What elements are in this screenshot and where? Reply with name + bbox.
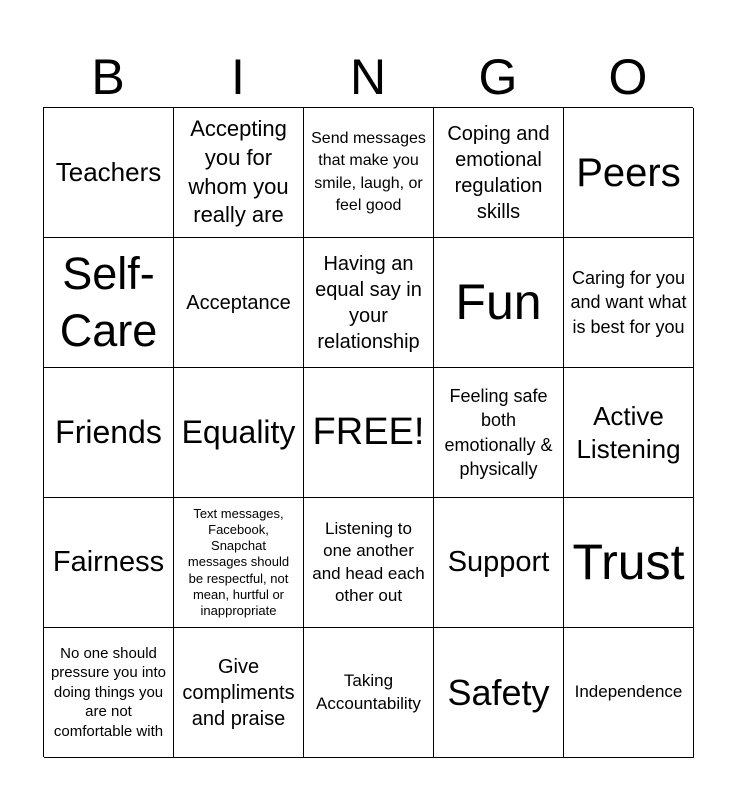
bingo-cell free-space[interactable] bbox=[304, 368, 434, 498]
header-letter-n: N bbox=[349, 49, 387, 105]
bingo-cell[interactable] bbox=[44, 238, 174, 368]
bingo-cell[interactable] bbox=[174, 368, 304, 498]
header-letter-i: I bbox=[231, 49, 245, 105]
bingo-cell[interactable] bbox=[174, 238, 304, 368]
bingo-cell[interactable] bbox=[304, 628, 434, 758]
bingo-cell[interactable] bbox=[174, 498, 304, 628]
cell-text: Fun bbox=[455, 273, 542, 330]
cell-text: Fairness bbox=[52, 546, 165, 579]
bingo-cell[interactable] bbox=[44, 628, 174, 758]
bingo-cell[interactable] bbox=[564, 238, 694, 368]
bingo-cell[interactable] bbox=[564, 108, 694, 238]
bingo-cell[interactable] bbox=[44, 498, 174, 628]
cell-text: Having an equal say in your relationship bbox=[315, 252, 422, 353]
cell-text: Listening to one another and head each other out bbox=[312, 519, 425, 605]
cell-text: Taking Accountability bbox=[316, 671, 421, 713]
cell-text: Teachers bbox=[55, 157, 162, 188]
cell-text: Peers bbox=[576, 150, 681, 195]
bingo-cell[interactable] bbox=[564, 498, 694, 628]
bingo-cell[interactable] bbox=[564, 628, 694, 758]
bingo-cell[interactable] bbox=[304, 498, 434, 628]
bingo-cell[interactable] bbox=[434, 238, 564, 368]
cell-text: No one should pressure you into doing things you are not comfortable with bbox=[50, 644, 167, 740]
cell-text: Acceptance bbox=[186, 291, 291, 314]
cell-text: Active Listening bbox=[576, 401, 681, 464]
bingo-cell[interactable] bbox=[434, 368, 564, 498]
bingo-cell[interactable] bbox=[304, 108, 434, 238]
bingo-cell[interactable] bbox=[44, 368, 174, 498]
cell-text: Equality bbox=[181, 414, 296, 451]
bingo-cell[interactable] bbox=[434, 498, 564, 628]
cell-text: Caring for you and want what is best for you bbox=[570, 268, 687, 337]
bingo-cell[interactable] bbox=[44, 108, 174, 238]
cell-text: Independence bbox=[574, 682, 683, 702]
bingo-cell[interactable] bbox=[304, 238, 434, 368]
bingo-cell[interactable] bbox=[174, 108, 304, 238]
bingo-cell[interactable] bbox=[434, 108, 564, 238]
cell-text: Send messages that make you smile, laugh, or feel good bbox=[311, 130, 426, 214]
bingo-cell[interactable] bbox=[174, 628, 304, 758]
header-letter-b: B bbox=[91, 49, 125, 105]
cell-text: Feeling safe both emotionally & physically bbox=[444, 385, 553, 479]
bingo-cell[interactable] bbox=[564, 368, 694, 498]
cell-text: Support bbox=[447, 546, 550, 579]
bingo-board bbox=[43, 107, 693, 757]
cell-text: Give compliments and praise bbox=[182, 655, 295, 730]
header-letter-o: O bbox=[608, 49, 648, 105]
cell-text: Friends bbox=[55, 414, 162, 451]
cell-text: Text messages, Facebook, Snapchat messages should be respectful, not mean, hurtful or inappropriate bbox=[187, 505, 290, 619]
cell-text: FREE! bbox=[312, 410, 425, 453]
cell-text: Accepting you for whom you really are bbox=[188, 116, 289, 228]
bingo-cell[interactable] bbox=[434, 628, 564, 758]
cell-text: Self-Care bbox=[59, 248, 158, 356]
header-letter-g: G bbox=[478, 49, 518, 105]
cell-text: Safety bbox=[447, 671, 550, 713]
cell-text: Trust bbox=[572, 533, 685, 590]
cell-text: Coping and emotional regulation skills bbox=[447, 122, 550, 223]
bingo-header bbox=[43, 42, 693, 108]
